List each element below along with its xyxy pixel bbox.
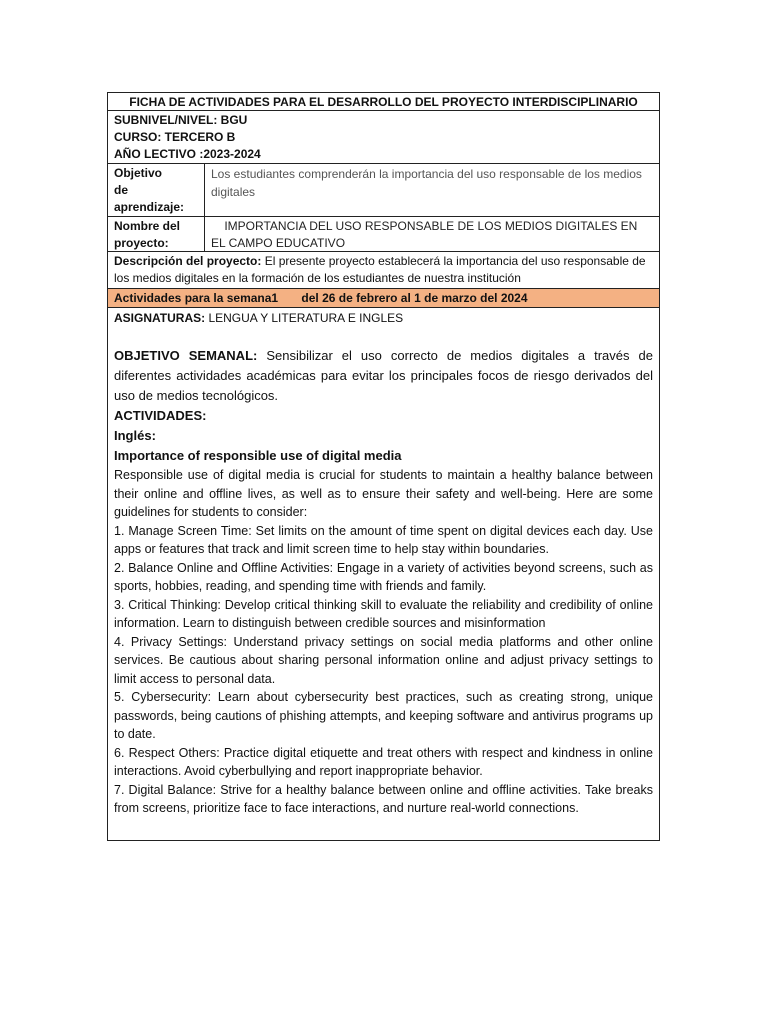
- nombre-text: IMPORTANCIA DEL USO RESPONSABLE DE LOS MEDIOS DIGITALES EN EL CAMPO EDUCATIVO: [211, 219, 641, 250]
- subnivel-line: SUBNIVEL/NIVEL: BGU: [114, 113, 248, 127]
- sheet-title: FICHA DE ACTIVIDADES PARA EL DESARROLLO DEL PROYECTO INTERDISCIPLINARIO: [108, 93, 659, 111]
- objetivo-text: Los estudiantes comprenderán la importancia del uso responsable de los medios digitales: [211, 167, 642, 199]
- objetivo-label-line-1: Objetivo: [114, 166, 163, 180]
- objetivo-label: [108, 164, 205, 216]
- nombre-label: [108, 217, 205, 251]
- guideline-item: 4. Privacy Settings: Understand privacy settings on social media platforms and other online services. Be cautious about sharing personal information online and adjust privacy settings to limit access to personal data.: [114, 634, 653, 686]
- objetivo-row: [108, 164, 659, 217]
- guideline-item: 3. Critical Thinking: Develop critical thinking skill to evaluate the reliability and credibility of online information. Learn to distinguish between credible sources and misinformation: [114, 597, 653, 630]
- objetivo-semanal: [114, 346, 653, 406]
- guideline-item: 5. Cybersecurity: Learn about cybersecurity best practices, such as creating strong, unique passwords, being cautions of phishing attempts, and keeping software and antivirus programs up to date.: [114, 690, 653, 741]
- guideline-item: 1. Manage Screen Time: Set limits on the amount of time spent on digital devices each day. Use apps or features that track and limit screen time to help stay within boundaries.: [114, 523, 653, 556]
- objetivo-label-line-3: aprendizaje:: [114, 200, 185, 214]
- objetivo-label-line-2: de: [114, 183, 129, 197]
- semana-banner: Actividades para la semana1 del 26 de febrero al 1 de marzo del 2024: [108, 289, 659, 308]
- ingles-label: Inglés:: [114, 428, 156, 443]
- asignaturas-text: LENGUA Y LITERATURA E INGLES: [205, 311, 404, 325]
- descripcion-label: Descripción del proyecto:: [114, 254, 262, 268]
- asignaturas-label: ASIGNATURAS:: [114, 311, 206, 325]
- descripcion-text: El presente proyecto establecerá la importancia del uso responsable de los medios digitales en la formación de los estudiantes de nuestra institución: [114, 254, 646, 285]
- descripcion-row: [108, 252, 659, 289]
- objetivo-semanal-label: OBJETIVO SEMANAL:: [114, 348, 258, 363]
- objetivo-semanal-text: Sensibilizar el uso correcto de medios digitales a través de diferentes actividades académicas para evitar los principales focos de riesgo derivados del uso de medios tecnológicos.: [114, 348, 653, 403]
- curso-line: CURSO: TERCERO B: [114, 130, 236, 144]
- activity-intro: Responsible use of digital media is crucial for students to maintain a healthy balance between their online and offline lives, as well as to ensure their safety and well-being. Here are some guidelines for students to consider:: [114, 468, 653, 519]
- anio-line: AÑO LECTIVO :2023-2024: [114, 147, 261, 161]
- actividades-label: ACTIVIDADES:: [114, 408, 207, 423]
- guideline-item: 6. Respect Others: Practice digital etiquette and treat others with respect and kindness in online interactions. Avoid cyberbullying and report inappropriate behavior.: [114, 745, 653, 778]
- nombre-row: [108, 217, 659, 252]
- guideline-item: 2. Balance Online and Offline Activities: Engage in a variety of activities beyond screens, such as sports, hobbies, reading, and spending time with friends and family.: [114, 560, 653, 593]
- activity-heading: Importance of responsible use of digital media: [114, 448, 402, 463]
- guideline-item: 7. Digital Balance: Strive for a healthy balance between online and offline activities. Take breaks from screens, prioritize face to face interactions, and nurture real-world connections.: [114, 782, 653, 815]
- main-content: [108, 308, 659, 840]
- nombre-label-line-2: proyecto:: [114, 236, 169, 250]
- asignaturas-line: [114, 310, 653, 326]
- nombre-label-line-1: Nombre del: [114, 219, 181, 233]
- meta-block: [108, 111, 659, 164]
- activity-sheet-table: [107, 92, 660, 841]
